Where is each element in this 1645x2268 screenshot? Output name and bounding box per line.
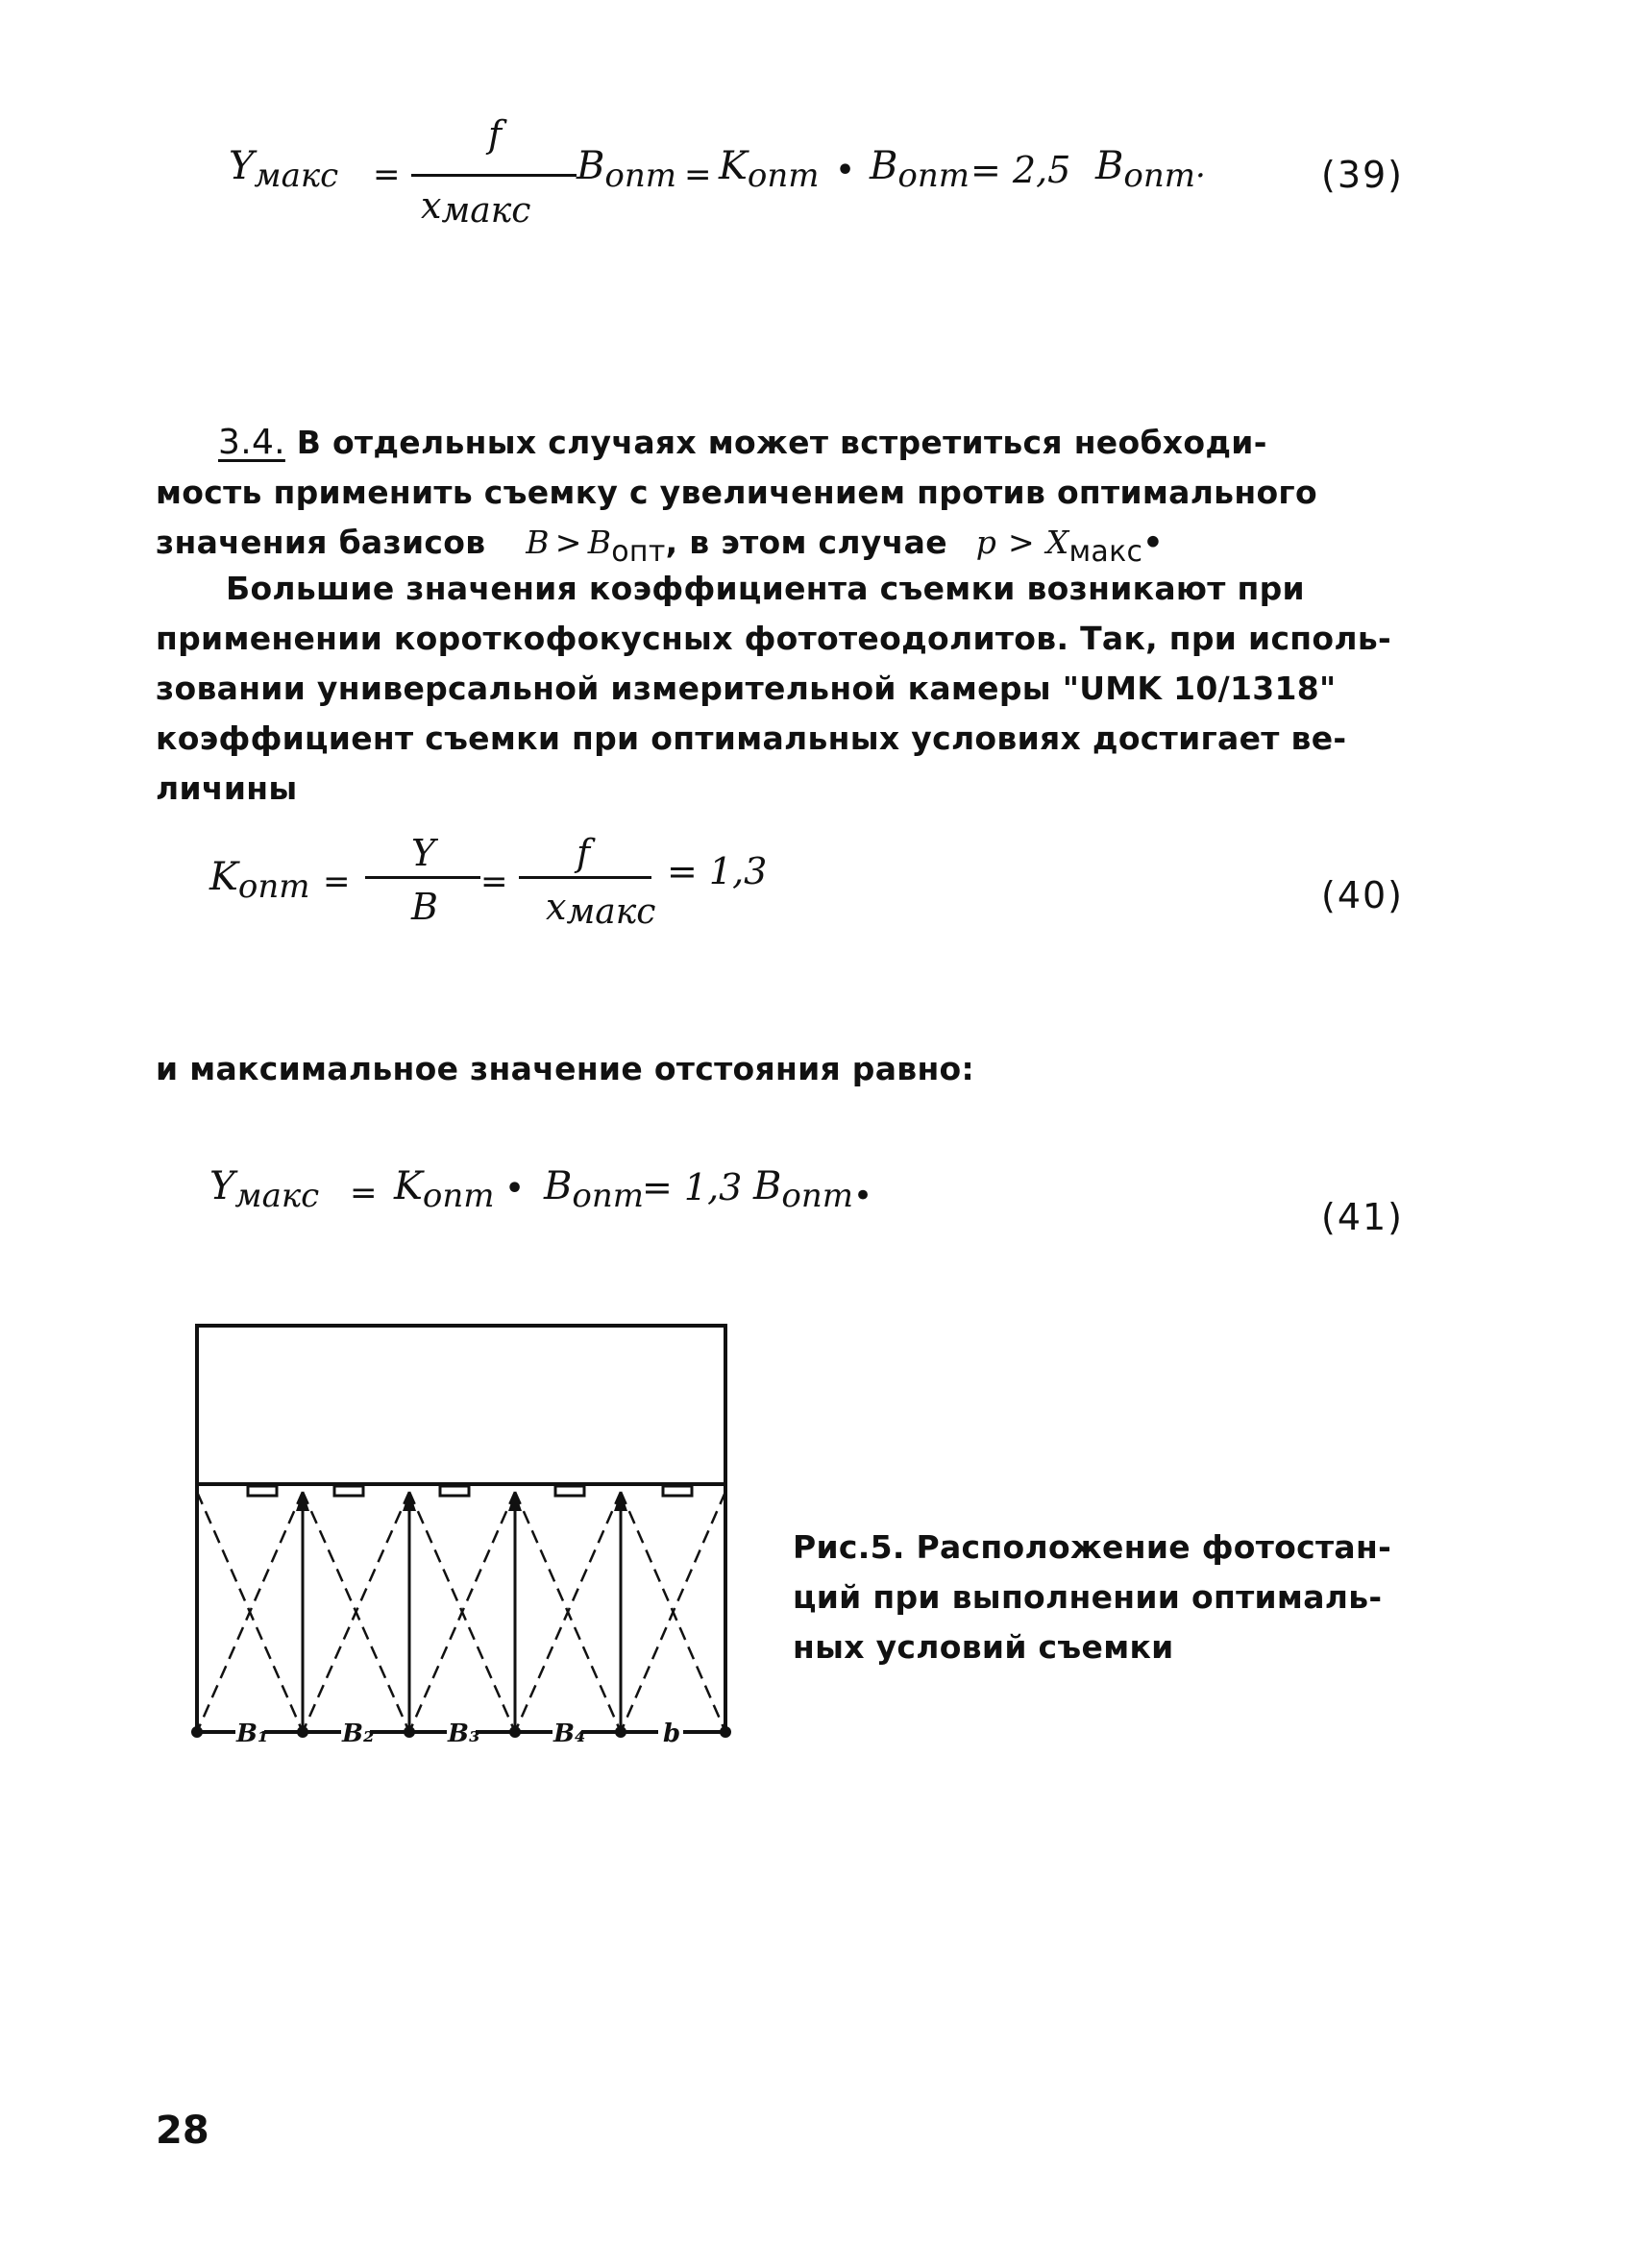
eq39-den-x: x bbox=[421, 184, 442, 227]
base-label-3: B₃ bbox=[448, 1719, 480, 1748]
eq39-fraction-bar bbox=[411, 174, 577, 177]
eq39-lhs-y: Y bbox=[229, 144, 255, 188]
eq41-b bbox=[544, 1164, 644, 1215]
eq39-numerator: f bbox=[488, 113, 503, 156]
p2-line1: Большие значения коэффициента съемки возникают при bbox=[226, 570, 1305, 607]
eq41-eq: = bbox=[350, 1174, 378, 1212]
eq41-y-sub: макс bbox=[234, 1177, 320, 1215]
eq39-b2 bbox=[870, 144, 970, 195]
p1-line1 bbox=[156, 418, 1501, 468]
mark-5 bbox=[663, 1486, 692, 1496]
eq41-k-sub: опт bbox=[422, 1177, 495, 1215]
eq39-lhs-sub: макс bbox=[254, 157, 339, 195]
eq39-eq2: = bbox=[684, 156, 712, 194]
eq40-num1: Y bbox=[411, 832, 436, 874]
caption-line2: ций при выполнении оптималь- bbox=[793, 1578, 1383, 1616]
eq39-b1-sub: опт bbox=[604, 157, 677, 195]
p1-B2: B bbox=[587, 524, 612, 561]
p2-line4: коэффициент съемки при оптимальных условиях достигает ве- bbox=[156, 719, 1347, 757]
eq40-bar1 bbox=[365, 876, 480, 879]
eq39-b1: B bbox=[577, 144, 605, 188]
eq41-lhs bbox=[209, 1164, 319, 1215]
eq40-den1: B bbox=[411, 886, 438, 928]
eq39-b3-letter: B bbox=[1095, 144, 1124, 188]
eq40-den2-x: x bbox=[546, 886, 567, 928]
p1-line3-b: , в этом случае bbox=[665, 524, 947, 561]
eq40-lhs bbox=[209, 855, 310, 906]
station-1 bbox=[297, 1726, 308, 1738]
p1-X: X bbox=[1045, 524, 1069, 561]
p1-B2-sub: опт bbox=[611, 535, 666, 569]
base-label-5: b bbox=[663, 1719, 681, 1748]
station-0 bbox=[191, 1726, 203, 1738]
eq40-num2: f bbox=[577, 832, 591, 874]
p1-line1-text: В отдельных случаях может встретиться необходи- bbox=[296, 424, 1267, 461]
paragraph-2 bbox=[156, 564, 1501, 814]
base-label-1: B₁ bbox=[236, 1719, 269, 1748]
eq39-eq-sign: = bbox=[373, 156, 401, 194]
p1-end: • bbox=[1142, 524, 1164, 561]
figure-5-diagram bbox=[183, 1316, 749, 1768]
object-rectangle bbox=[197, 1326, 725, 1484]
caption-line3: ных условий съемки bbox=[793, 1628, 1174, 1666]
eq39-b2-letter: B bbox=[870, 144, 898, 188]
eq41-b-sub: опт bbox=[572, 1177, 645, 1215]
p1-gt: > bbox=[554, 524, 582, 561]
p1-X-sub: макс bbox=[1068, 535, 1143, 569]
base-label-2: B₂ bbox=[342, 1719, 375, 1748]
eq40-k: K bbox=[209, 855, 238, 899]
mark-1 bbox=[248, 1486, 277, 1496]
eq41-y: Y bbox=[209, 1164, 235, 1208]
p2-line3: зовании универсальной измерительной камеры "UMK 10/1318" bbox=[156, 670, 1337, 707]
station-3 bbox=[509, 1726, 521, 1738]
p1-gt2: > bbox=[1007, 524, 1035, 561]
eq40-bar2 bbox=[519, 876, 651, 879]
eq40-k-sub: опт bbox=[237, 867, 310, 906]
eq40-eq2: = bbox=[480, 863, 508, 901]
station-4 bbox=[615, 1726, 626, 1738]
station-2 bbox=[404, 1726, 415, 1738]
eq39-term1 bbox=[577, 144, 676, 195]
eq41-b2-letter: B bbox=[753, 1164, 782, 1208]
eq41-value: = 1,3 bbox=[642, 1166, 743, 1208]
mark-3 bbox=[440, 1486, 469, 1496]
paragraph-1 bbox=[156, 418, 1501, 577]
eq40-den2 bbox=[546, 886, 655, 932]
eq41-k-letter: K bbox=[394, 1164, 423, 1208]
eq39-k bbox=[719, 144, 820, 195]
eq41-number: (41) bbox=[1321, 1196, 1405, 1238]
p1-line3-a: значения базисов bbox=[156, 524, 486, 561]
eq40-eq1: = bbox=[323, 863, 351, 901]
eq39-dot: • bbox=[836, 154, 855, 187]
page-number: 28 bbox=[156, 2109, 209, 2153]
eq39-b2-sub: опт bbox=[897, 157, 970, 195]
eq39-b3 bbox=[1095, 144, 1206, 195]
eq40-number: (40) bbox=[1321, 874, 1405, 916]
paragraph-3: и максимальное значение отстояния равно: bbox=[156, 1050, 975, 1087]
eq40-value: = 1,3 bbox=[667, 850, 768, 892]
p1-line2: мость применить съемку с увеличением против оптимального bbox=[156, 474, 1317, 511]
eq41-dot: • bbox=[505, 1172, 525, 1206]
figure-caption bbox=[793, 1523, 1391, 1672]
section-number: 3.4. bbox=[218, 423, 285, 462]
p1-B: B bbox=[526, 524, 550, 561]
p2-line2: применении короткофокусных фототеодолитов. Так, при исполь- bbox=[156, 620, 1392, 657]
caption-line1: Рис.5. Расположение фотостан- bbox=[793, 1528, 1392, 1566]
p2-line5: личины bbox=[156, 769, 298, 807]
p1-p: p bbox=[975, 524, 997, 561]
eq39-value: = 2,5 bbox=[970, 149, 1071, 191]
eq41-k bbox=[394, 1164, 495, 1215]
mark-2 bbox=[334, 1486, 363, 1496]
mark-4 bbox=[555, 1486, 584, 1496]
eq41-b2 bbox=[753, 1164, 872, 1215]
eq39-denominator bbox=[421, 184, 530, 231]
eq39-b3-sub: опт· bbox=[1123, 157, 1206, 195]
eq39-number: (39) bbox=[1321, 154, 1405, 196]
station-5 bbox=[720, 1726, 731, 1738]
eq41-b2-sub: опт• bbox=[781, 1177, 873, 1215]
eq41-b-letter: B bbox=[544, 1164, 573, 1208]
eq39-k-sub: опт bbox=[747, 157, 820, 195]
base-label-4: B₄ bbox=[553, 1719, 586, 1748]
eq39-k-letter: K bbox=[719, 144, 748, 188]
eq39-den-sub: макс bbox=[441, 191, 531, 231]
eq40-den2-sub: макс bbox=[566, 892, 656, 932]
eq39-lhs bbox=[229, 144, 338, 195]
